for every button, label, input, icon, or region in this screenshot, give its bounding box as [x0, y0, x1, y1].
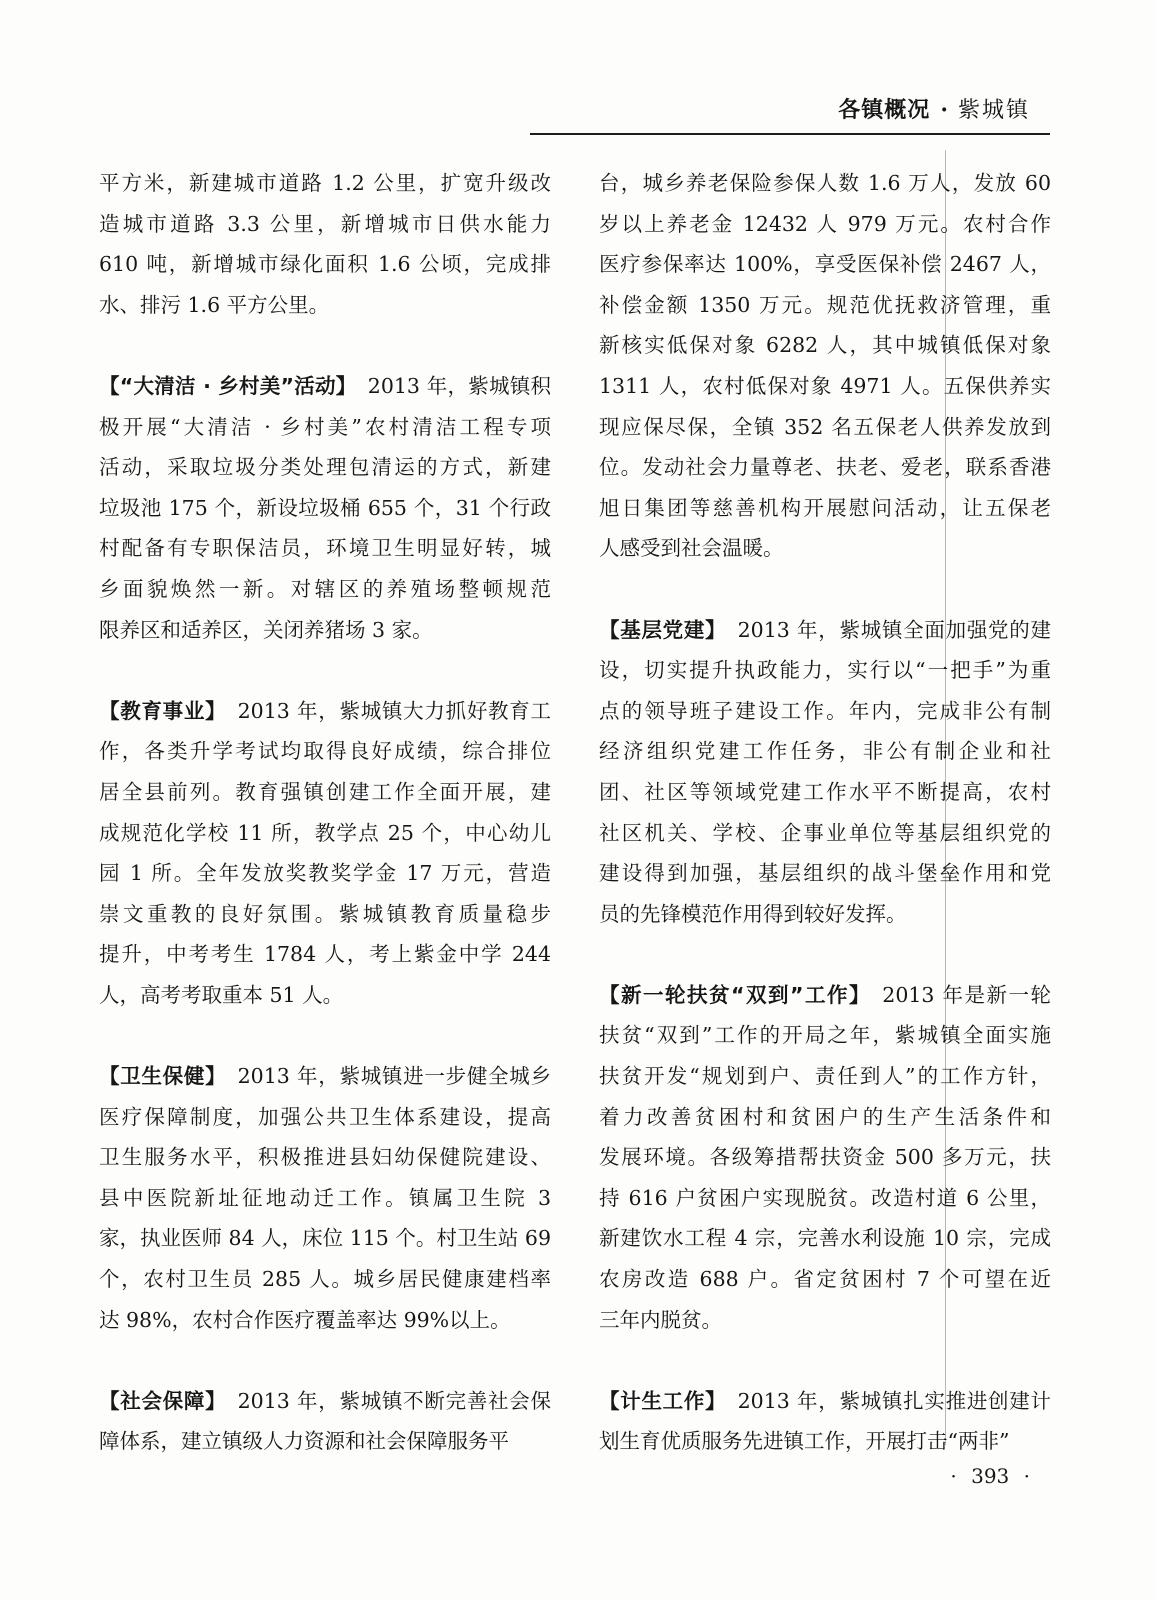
- continued-paragraph: [599, 163, 1051, 569]
- line-text: 2013 年，紫城镇不断完善社会保: [237, 1388, 552, 1413]
- text-line: 崇文重教的良好氛围。紫城镇教育质量稳步: [99, 901, 551, 926]
- text-line: 新核实低保对象 6282 人，其中城镇低保对象: [599, 333, 1051, 358]
- text-line: 活动，采取垃圾分类处理包清运的方式，新建: [99, 455, 551, 480]
- text-line: 极开展“大清洁 · 乡村美”农村清洁工程专项: [99, 414, 551, 439]
- text-line: [99, 691, 551, 732]
- text-line: 提升，中考考生 1784 人，考上紫金中学 244: [99, 942, 551, 967]
- text-line: 三年内脱贫。: [599, 1307, 722, 1332]
- section-heading: 【基层党建】: [599, 617, 727, 642]
- text-line: 障体系，建立镇级人力资源和社会保障服务平: [99, 1429, 509, 1454]
- text-line: 水、排污 1.6 平方公里。: [99, 292, 330, 317]
- section-paragraph: [99, 1381, 551, 1462]
- line-text: 2013 年，紫城镇积: [367, 373, 551, 398]
- text-line: 员的先锋模范作用得到较好发挥。: [599, 901, 907, 926]
- text-line: [99, 1381, 551, 1422]
- text-line: 补偿金额 1350 万元。规范优抚救济管理，重: [599, 292, 1051, 317]
- text-line: 县中医院新址征地动迁工作。镇属卫生院 3: [99, 1185, 551, 1210]
- section-heading: 【社会保障】: [99, 1388, 227, 1413]
- section-paragraph: [599, 1381, 1051, 1462]
- section-heading: 【计生工作】: [599, 1388, 727, 1413]
- text-line: 成规范化学校 11 所，教学点 25 个，中心幼儿: [99, 820, 551, 845]
- text-line: 扶贫开发“规划到户、责任到人”的工作方针，: [599, 1064, 1051, 1089]
- text-line: 台，城乡养老保险参保人数 1.6 万人，发放 60: [599, 171, 1051, 195]
- text-line: 村配备有专职保洁员，环境卫生明显好转，城: [99, 536, 551, 561]
- header-rule: [530, 133, 1050, 135]
- text-line: 园 1 所。全年发放奖教奖学金 17 万元，营造: [99, 861, 551, 886]
- text-line: 岁以上养老金 12432 人 979 万元。农村合作: [599, 211, 1051, 236]
- text-line: 医疗参保率达 100%，享受医保补偿 2467 人，: [599, 252, 1051, 277]
- text-line: 农房改造 688 户。省定贫困村 7 个可望在近: [599, 1267, 1051, 1292]
- header-separator: ·: [940, 97, 948, 123]
- text-line: 点的领导班子建设工作。年内，完成非公有制: [599, 698, 1051, 723]
- section-heading: 【新一轮扶贫“双到”工作】: [599, 982, 872, 1007]
- section-paragraph: [599, 610, 1051, 935]
- text-line: 造城市道路 3.3 公里，新增城市日供水能力: [99, 211, 551, 236]
- section-paragraph: [599, 975, 1051, 1340]
- section-paragraph: [99, 1056, 551, 1340]
- section-heading: 【卫生保健】: [99, 1064, 227, 1089]
- page-number: · 393 ·: [950, 1464, 1030, 1488]
- text-line: 医疗保障制度，加强公共卫生体系建设，提高: [99, 1104, 551, 1129]
- text-line: [599, 610, 1051, 651]
- text-line: 居全县前列。教育强镇创建工作全面开展，建: [99, 779, 551, 804]
- header-section-title: 各镇概况: [838, 98, 931, 123]
- section-heading: 【“大清洁 · 乡村美”活动】: [99, 373, 357, 398]
- text-line: 位。发动社会力量尊老、扶老、爱老，联系香港: [599, 455, 1051, 480]
- section-paragraph: [99, 366, 551, 650]
- running-header: [838, 96, 1030, 125]
- text-line: 人，高考考取重本 51 人。: [99, 982, 344, 1007]
- continued-paragraph: [99, 163, 551, 325]
- text-line: 610 吨，新增城市绿化面积 1.6 公顷，完成排: [99, 252, 551, 277]
- text-line: 划生育优质服务先进镇工作，开展打击“两非”: [599, 1429, 1010, 1454]
- text-line: 1311 人，农村低保对象 4971 人。五保供养实: [599, 373, 1051, 398]
- text-line: 团、社区等领域党建工作水平不断提高，农村: [599, 779, 1051, 804]
- text-line: 作，各类升学考试均取得良好成绩，综合排位: [99, 739, 551, 764]
- text-line: 着力改善贫困村和贫困户的生产生活条件和: [599, 1104, 1051, 1129]
- text-line: 社区机关、学校、企事业单位等基层组织党的: [599, 820, 1051, 845]
- text-line: 限养区和适养区，关闭养猪场 3 家。: [99, 617, 433, 642]
- text-line: 人感受到社会温暖。: [599, 536, 784, 561]
- section-heading: 【教育事业】: [99, 698, 227, 723]
- line-text: 2013 年，紫城镇进一步健全城乡: [237, 1064, 552, 1089]
- text-line: 建设得到加强，基层组织的战斗堡垒作用和党: [599, 861, 1051, 886]
- section-paragraph: [99, 691, 551, 1016]
- text-line: [99, 1056, 551, 1097]
- right-text-column: [599, 163, 1051, 1503]
- line-text: 2013 年，紫城镇全面加强党的建: [737, 617, 1052, 642]
- text-line: 现应保尽保，全镇 352 名五保老人供养发放到: [599, 414, 1051, 439]
- text-line: 发展环境。各级筹措帮扶资金 500 多万元，扶: [599, 1145, 1051, 1170]
- text-line: 新建饮水工程 4 宗，完善水利设施 10 宗，完成: [599, 1226, 1051, 1251]
- scan-crease-line: [945, 150, 946, 1445]
- text-line: 垃圾池 175 个，新设垃圾桶 655 个，31 个行政: [99, 495, 551, 520]
- text-line: [599, 1381, 1051, 1422]
- text-line: 达 98%，农村合作医疗覆盖率达 99%以上。: [99, 1307, 511, 1332]
- left-text-column: [99, 163, 551, 1503]
- text-line: 卫生服务水平，积极推进县妇幼保健院建设、: [99, 1145, 551, 1170]
- text-line: 旭日集团等慈善机构开展慰问活动，让五保老: [599, 495, 1051, 520]
- line-text: 2013 年，紫城镇大力抓好教育工: [237, 698, 552, 723]
- text-line: 个，农村卫生员 285 人。城乡居民健康建档率: [99, 1267, 551, 1292]
- line-text: 2013 年是新一轮: [882, 982, 1051, 1007]
- line-text: 2013 年，紫城镇扎实推进创建计: [737, 1388, 1052, 1413]
- text-line: 平方米，新建城市道路 1.2 公里，扩宽升级改: [99, 171, 551, 195]
- text-line: [599, 975, 1051, 1016]
- text-line: 持 616 户贫困户实现脱贫。改造村道 6 公里，: [599, 1185, 1051, 1210]
- text-line: 经济组织党建工作任务，非公有制企业和社: [599, 739, 1051, 764]
- text-line: 家，执业医师 84 人，床位 115 个。村卫生站 69: [99, 1226, 551, 1251]
- text-line: [99, 366, 551, 407]
- text-line: 乡面貌焕然一新。对辖区的养殖场整顿规范: [99, 576, 551, 601]
- text-line: 扶贫“双到”工作的开局之年，紫城镇全面实施: [599, 1023, 1051, 1048]
- text-line: 设，切实提升执政能力，实行以“一把手”为重: [599, 658, 1051, 683]
- header-town-name: 紫城镇: [957, 98, 1030, 123]
